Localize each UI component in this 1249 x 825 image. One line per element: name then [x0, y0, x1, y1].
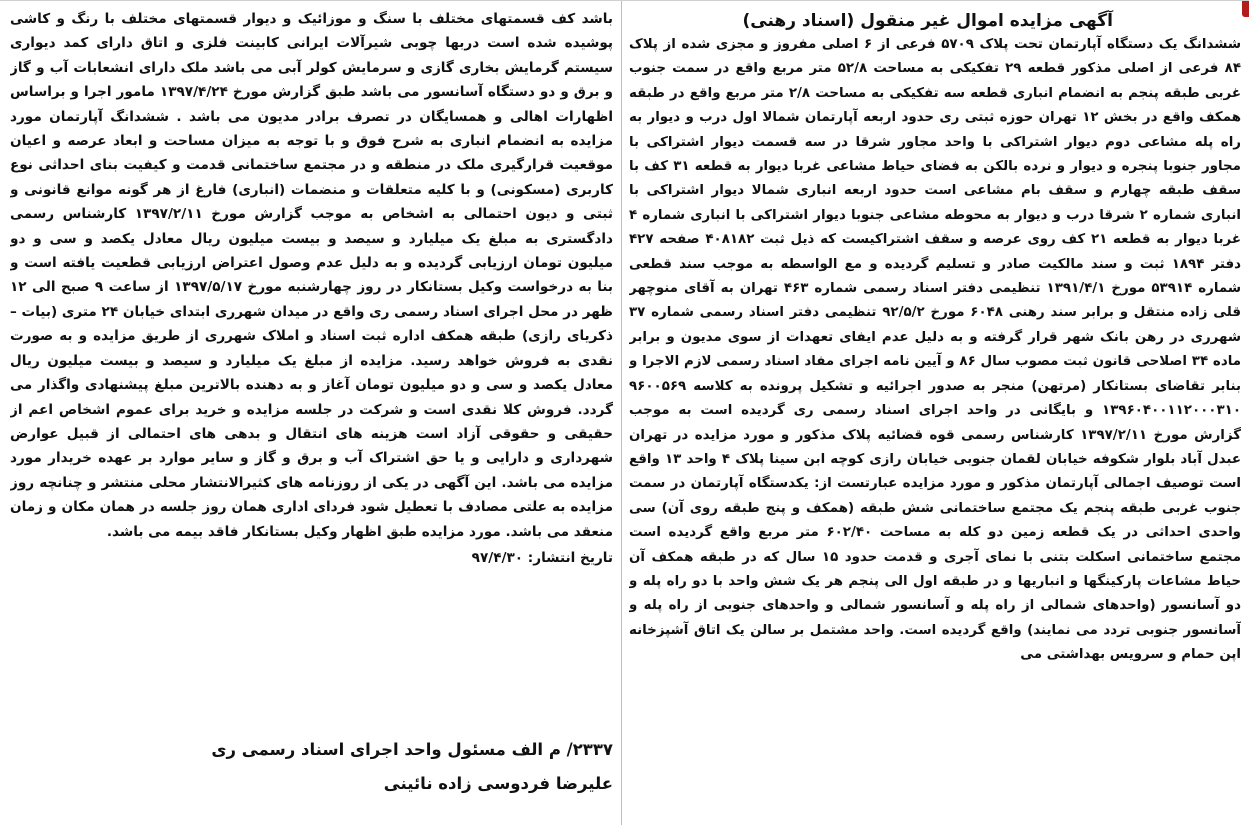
reference-line: ۲۳۳۷/ م الف مسئول واحد اجرای اسناد رسمی ری	[211, 740, 613, 759]
publish-date: تاریخ انتشار: ۹۷/۴/۳۰	[471, 549, 613, 566]
notice-body-right: ششدانگ یک دستگاه آپارتمان تحت پلاک ۵۷۰۹ فرعی از ۶ اصلی مفروز و مجزی شده از پلاک ۸۴ فرعی از اصلی مذکور قطعه ۲۹ تفکیکی به مساحت ۵۲/۸ متر مربع واقع در سمت جنوب غربی طبقه پنجم به انضمام انباری قطعه سه تفکیکی به مساحت ۲/۸ متر مربع واقع در طبقه همکف واقع در بخش ۱۲ تهران حوزه ثبتی ری حدود اربعه آپارتمان شمالا اول درب و دیوار به راه پله مشاعی دوم دیوار اشتراکی با واحد مجاور شرقا در سه قسمت دیوار اشتراکی با مجاور جنوبا پنجره و دیوار و نرده بالکن به فضای حیاط مشاعی غربا دیوار به قطعه ۳۱ کف با سقف طبقه چهارم و سقف بام مشاعی است حدود اربعه انباری شمالا دیوار اشتراکی با انباری شماره ۲ شرقا درب و دیوار به محوطه مشاعی جنوبا دیوار اشتراکی با انباری شماره ۴ غربا دیوار به قطعه ۲۱ کف روی عرصه و سقف اشتراکیست که ذیل ثبت ۴۰۸۱۸۲ صفحه ۴۲۷ دفتر ۱۸۹۴ ثبت و سند مالکیت صادر و تسلیم گردیده و مع الواسطه به موجب سند قطعی شماره ۵۳۹۱۴ مورخ ۱۳۹۱/۴/۱ تنظیمی دفتر اسناد رسمی شماره ۴۶۳ تهران به آقای منوچهر قلی زاده منتقل و برابر سند رهنی ۶۰۴۸ مورخ ۹۲/۵/۲ تنظیمی دفتر اسناد رسمی شماره ۳۷ شهرری در رهن بانک شهر قرار گرفته و به دلیل عدم ایفای تعهدات از سوی مدیون و برابر ماده ۳۴ اصلاحی قانون ثبت مصوب سال ۸۶ و آیین نامه اجرای مفاد اسناد رسمی لازم الاجرا و بنابر تقاضای بستانکار (مرتهن) منجر به صدور اجرائیه و تشکیل پرونده به کلاسه ۹۶۰۰۵۶۹ ۱۳۹۶۰۴۰۰۱۱۲۰۰۰۳۱۰ و بایگانی در واحد اجرای اسناد رسمی ری گردیده است به موجب گزارش مورخ ۱۳۹۷/۲/۱۱ کارشناس رسمی قوه قضائیه پلاک مذکور و مورد مزایده در تهران عبدل آباد بلوار شکوفه خیابان لقمان جنوبی خیابان رازی کوچه ابن سینا پلاک ۴ واحد ۱۳ واقع است توصیف اجمالی آپارتمان مذکور و مورد مزایده عبارتست از: یکدستگاه آپارتمان در سمت جنوب غربی طبقه پنجم یک مجتمع ساختمانی شش طبقه (همکف و پنج طبقه روی آن) سی واحدی احداثی در یک قطعه زمین دو کله به مساحت ۶۰۲/۴۰ متر مربع واقع گردیده است مجتمع ساختمانی اسکلت بتنی با نمای آجری و قدمت حدود ۱۵ سال که در طبقه همکف آن حیاط مشاعات پارکینگها و انباریها و در طبقه اول الی پنجم هر یک شش واحد با دو راه پله و دو آسانسور (واحدهای شمالی از راه پله و آسانسور شمالی و واحدهای جنوبی از راه پله و آسانسور جنوبی تردد می نمایند) واقع گردیده است. واحد مشتمل بر سالن یک اتاق آشپزخانه اپن حمام و سرویس بهداشتی می	[629, 37, 1241, 663]
signatory-name: علیرضا فردوسی زاده نائینی	[383, 774, 613, 793]
notice-title: آگهی مزایده اموال غیر منقول (اسناد رهنی)	[742, 11, 1113, 31]
right-column	[629, 7, 1241, 825]
page-edge-mark	[1242, 1, 1249, 17]
notice-body-left: باشد کف قسمتهای مختلف با سنگ و موزائیک و دیوار قسمتهای مختلف با رنگ و کاشی پوشیده شده است دربها چوبی شیرآلات ایرانی کابینت فلزی و اتاق دارای کمد دیواری سیستم گرمایش بخاری گازی و سرمایش کولر آبی می باشد ملک دارای انشعابات آب و گاز و برق و دو دستگاه آسانسور می باشد طبق گزارش مورخ ۱۳۹۷/۴/۲۴ مامور اجرا و براساس اظهارات اهالی و همسایگان در تصرف برادر مدیون می باشد . ششدانگ آپارتمان مورد مزایده به انضمام انباری به شرح فوق و با توجه به میزان مساحت و ابعاد عرصه و اعیان موقعیت قرارگیری ملک در منطقه و در مجتمع ساختمانی قدمت و کیفیت بنای احداثی نوع کاربری (مسکونی) و با کلیه متعلقات و منضمات (انباری) فارغ از هر گونه موانع قانونی و ثبتی و دیون احتمالی به اشخاص به موجب گزارش مورخ ۱۳۹۷/۲/۱۱ کارشناس رسمی دادگستری به مبلغ یک میلیارد و سیصد و بیست میلیون ریال معادل یکصد و سی و دو میلیون تومان ارزیابی گردیده و به دلیل عدم وصول اعتراض ارزیابی قطعیت یافته است و بنا به درخواست وکیل بستانکار در روز چهارشنبه مورخ ۱۳۹۷/۵/۱۷ از ساعت ۹ صبح الی ۱۲ ظهر در محل اجرای اسناد رسمی ری واقع در میدان شهرری ابتدای خیابان ۲۴ متری (بیات – ذکریای رازی) طبقه همکف اداره ثبت اسناد و املاک شهرری از طریق مزایده و به صورت نقدی به فروش خواهد رسید. مزایده از مبلغ یک میلیارد و سیصد و بیست میلیون ریال معادل یکصد و سی و دو میلیون تومان آغاز و به دهنده بالاترین مبلغ پیشنهادی واگذار می گردد. فروش کلا نقدی است و شرکت در جلسه مزایده و خرید برای عموم اشخاص اعم از حقیقی و حقوقی آزاد است هزینه های انتقال و بدهی های احتمالی از قبیل عوارض شهرداری و دارایی و یا حق اشتراک آب و برق و گاز و سایر موارد بر عهده خریدار مورد مزایده می باشد. این آگهی در یکی از روزنامه های کثیرالانتشار محلی منتشر و چنانچه روز مزایده به علتی مصادف با تعطیل شود فردای اداری همان روز جلسه در همان مکان و زمان منعقد می باشد. مورد مزایده طبق اظهار وکیل بستانکار فاقد بیمه می باشد.	[10, 11, 613, 540]
left-column	[10, 7, 613, 825]
column-divider	[621, 1, 622, 825]
